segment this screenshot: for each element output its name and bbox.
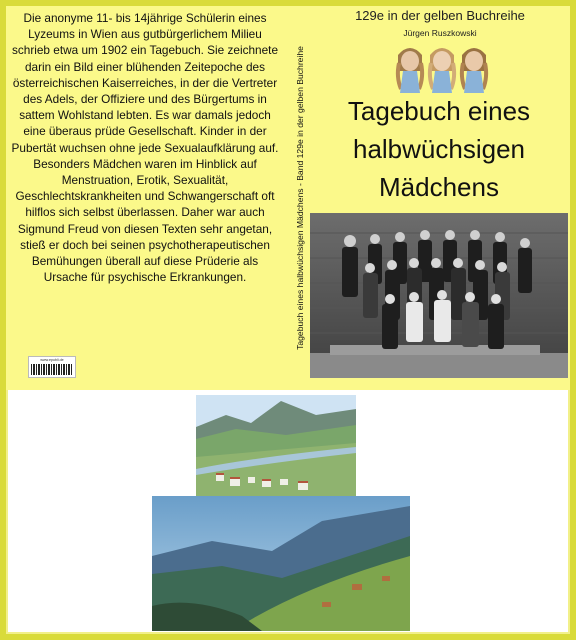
girls-braids-photo	[392, 41, 492, 93]
book-cover	[6, 6, 570, 390]
isbn-site: www.epubli.de	[40, 358, 64, 362]
barcode-bars	[31, 364, 73, 375]
spine-text: Tagebuch eines halbwüchsigen Mädchens - Band 129e in der gelben Buchreihe	[295, 46, 305, 350]
title-line-2: halbwüchsigen	[352, 134, 525, 164]
valley-town-photo	[196, 395, 356, 497]
title-line-3: Mädchens	[379, 172, 499, 202]
alpine-meadow-photo	[152, 496, 410, 631]
series-label: 129e in der gelben Buchreihe	[355, 8, 525, 23]
book-spine	[292, 6, 308, 390]
isbn-barcode	[28, 356, 76, 378]
book-title	[310, 92, 568, 206]
back-cover-text: Die anonyme 11- bis 14jährige Schülerin eines Lyzeums in Wien aus gutbürgerlichem Milieu schrieb etwa um 1902 ein Tagebuch. Sie zeichnete darin ein Bild einer blühenden Zeitepoche des österreichischen Kaiserreiches, in der die Vertreter des Adels, der Offiziere und des Bürgertums in sattem Wohlstand lebten. Es war damals jedoch eine überaus prüde Gesellschaft. Kinder in der Pubertät wuchsen ohne jede Sexualaufklärung auf. Besonders Mädchen waren im Hinblick auf Menstruation, Erotik, Sexualität, Geschlechtskrankheiten und Schwangerschaft oft hilflos sich selbst überlassen. Daher war auch Sigmund Freud von diesen Texten sehr angetan, stieß er doch bei seinen psychotherapeutischen Bemühungen überall auf diese Prüderie als Ursache für psychische Erkrankungen.	[11, 11, 279, 285]
author-name: Jürgen Ruszkowski	[403, 28, 477, 38]
title-line-1: Tagebuch eines	[347, 96, 531, 126]
school-class-photo	[310, 213, 568, 378]
